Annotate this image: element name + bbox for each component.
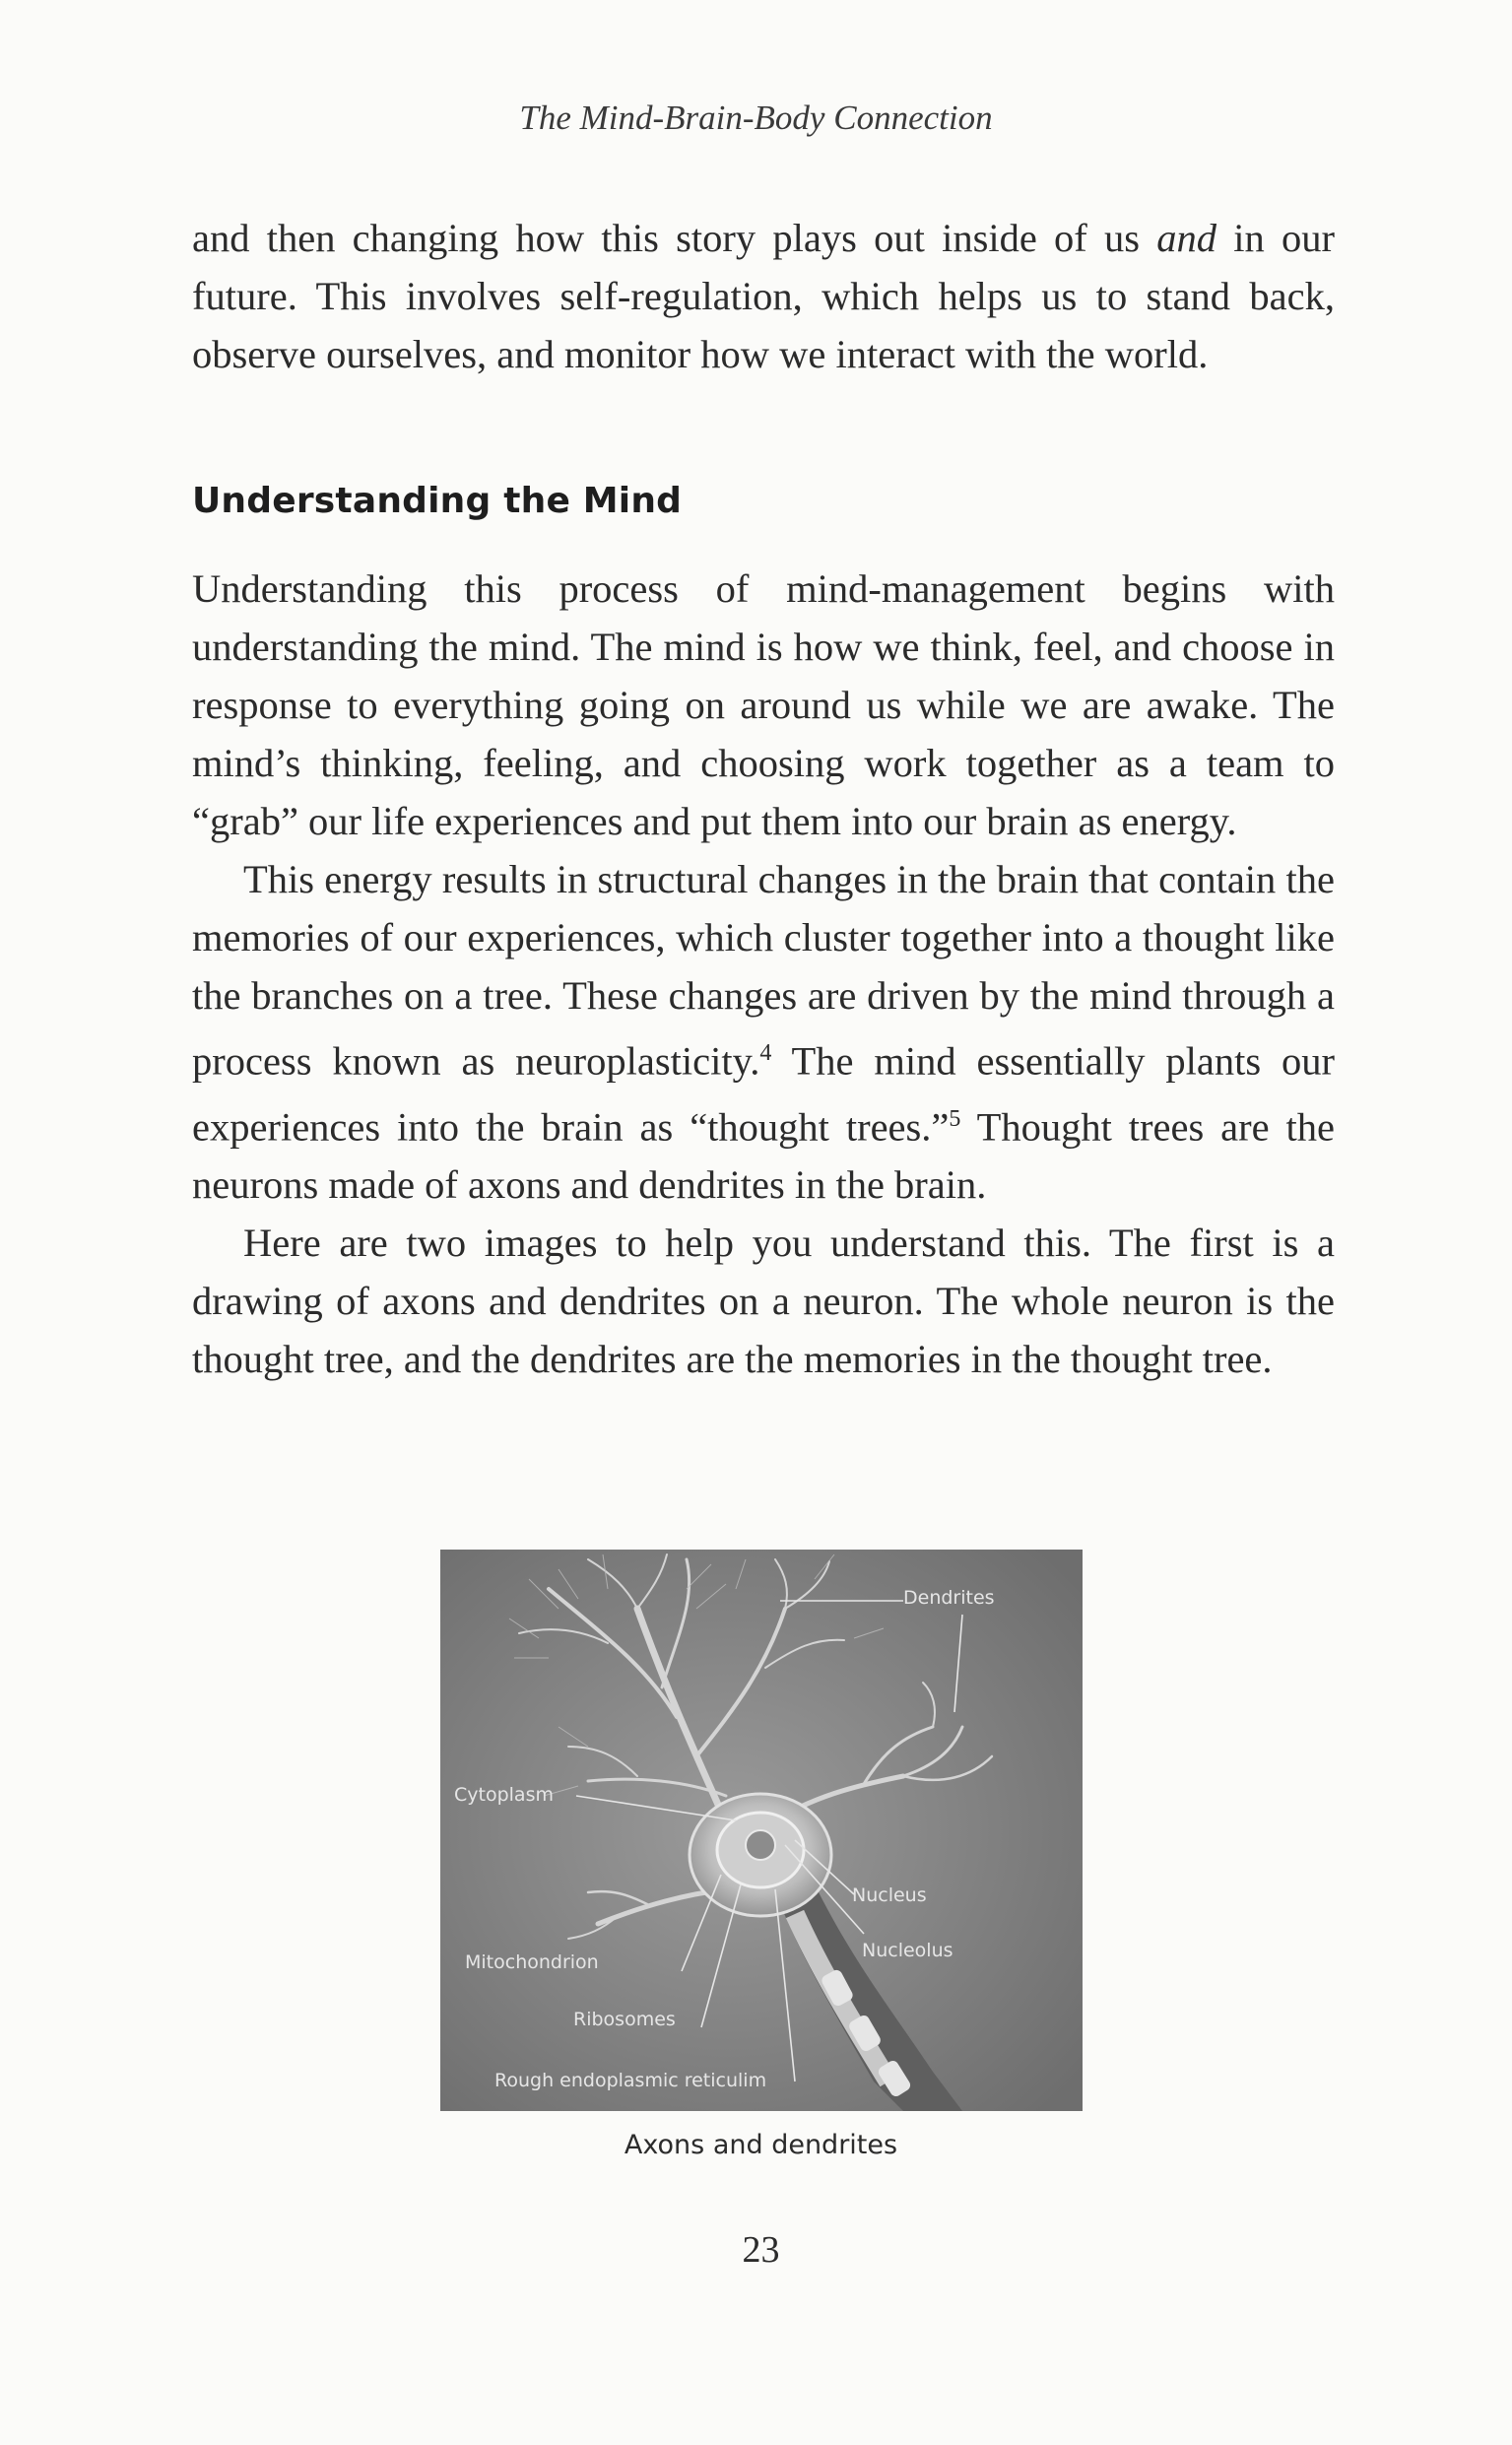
running-head: The Mind-Brain-Body Connection [519, 99, 993, 137]
label-mitochondrion: Mitochondrion [465, 1951, 599, 1973]
neuron-illustration [440, 1550, 1083, 2111]
section-heading: Understanding the Mind [192, 481, 683, 521]
paragraph-1: Understanding this process of mind-management begins with understanding the mind. The mind is how we think, feel, and choose in response to everything going on around us while we are awake. The mind’s thinking, feeling, and choosing work together as a team to “grab” our life experiences and put them into our brain as energy. [192, 566, 1335, 843]
label-dendrites: Dendrites [903, 1587, 995, 1609]
section-body [192, 560, 1335, 1388]
footnote-ref-4[interactable]: 4 [759, 1040, 772, 1066]
paragraph-2-part-c: Thought trees are the neurons made of axons and dendrites in the brain. [192, 1104, 1335, 1207]
label-cytoplasm: Cytoplasm [454, 1784, 554, 1806]
figure-caption: Axons and dendrites [624, 2130, 898, 2160]
paragraph-2-part-a: This energy results in structural changes in the brain that contain the memories of our experiences, which cluster together into a thought like the branches on a tree. These changes are driven by the mind through a process known as neuroplasticity. [192, 857, 1335, 1084]
intro-paragraph [192, 209, 1335, 383]
footnote-ref-5[interactable]: 5 [949, 1105, 961, 1132]
page-number: 23 [742, 2229, 780, 2271]
intro-emphasis: and [1156, 216, 1217, 260]
intro-text-end: in our future. This involves self-regulation, which helps us to stand back, observe ourselves, and monitor how we interact with the world. [192, 216, 1335, 376]
paragraph-2 [192, 850, 1335, 1214]
neuron-figure [440, 1550, 1083, 2111]
intro-text-start: and then changing how this story plays out inside of us [192, 216, 1157, 260]
label-nucleolus: Nucleolus [862, 1940, 953, 1961]
label-nucleus: Nucleus [852, 1884, 927, 1906]
label-ribosomes: Ribosomes [573, 2009, 676, 2030]
paragraph-2-part-b: The mind essentially plants our experiences into the brain as “thought trees.” [192, 1038, 1335, 1149]
label-rough-er: Rough endoplasmic reticulim [494, 2070, 767, 2091]
paragraph-3: Here are two images to help you understand this. The first is a drawing of axons and dendrites on a neuron. The whole neuron is the thought tree, and the dendrites are the memories in the thought tree. [192, 1221, 1335, 1381]
